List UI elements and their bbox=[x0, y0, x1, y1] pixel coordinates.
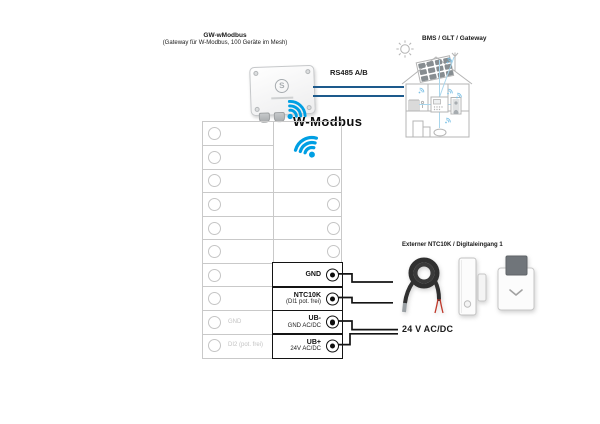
table-grid-line bbox=[203, 216, 273, 217]
w-modbus-label: W-Modbus bbox=[293, 114, 363, 129]
bms-label: BMS / GLT / Gateway bbox=[422, 35, 487, 42]
terminal-label: UB+ bbox=[306, 338, 321, 346]
terminal-cell-text bbox=[288, 311, 321, 335]
terminal-circle bbox=[208, 245, 221, 258]
rs485-line-a bbox=[313, 86, 404, 88]
terminal-circle bbox=[208, 269, 221, 282]
door-contact-icon bbox=[452, 257, 488, 319]
power-supply-label: 24 V AC/DC bbox=[402, 324, 454, 334]
screw-icon bbox=[255, 107, 260, 112]
terminal-left-label: DI2 (pot. frei) bbox=[228, 342, 264, 349]
terminal-circle bbox=[208, 316, 221, 329]
terminal-cell-text bbox=[290, 334, 321, 358]
terminal-sublabel: (DI1 pot. frei) bbox=[285, 299, 321, 305]
terminal-cell-ub bbox=[273, 311, 342, 335]
terminal-socket-dot bbox=[330, 272, 336, 278]
external-sensors-label: Externer NTC10K / Digitaleingang 1 bbox=[402, 242, 503, 248]
terminal-circle bbox=[208, 292, 221, 305]
terminal-cell-ub bbox=[273, 334, 342, 358]
device-subtitle: (Gateway für W-Modbus, 100 Geräte im Mesh) bbox=[162, 40, 288, 46]
table-grid-line bbox=[273, 239, 341, 240]
terminal-circle bbox=[327, 174, 340, 187]
table-grid-line bbox=[203, 169, 273, 170]
table-grid-line bbox=[273, 192, 341, 193]
terminal-circle bbox=[208, 222, 221, 235]
connection-wires bbox=[336, 260, 402, 352]
table-grid-line bbox=[203, 239, 273, 240]
terminal-circle bbox=[327, 222, 340, 235]
terminal-socket-dot bbox=[330, 296, 336, 302]
screw-icon bbox=[305, 69, 310, 74]
terminal-io-block bbox=[272, 262, 343, 358]
table-grid-line bbox=[273, 216, 341, 217]
terminal-label: UB- bbox=[308, 315, 321, 323]
key-card-switch-icon bbox=[495, 255, 538, 314]
module-wifi-cell bbox=[273, 122, 341, 169]
screw-icon bbox=[253, 71, 258, 76]
terminal-socket-dot bbox=[330, 320, 336, 326]
device-title: GW-wModbus bbox=[203, 32, 247, 39]
header bbox=[140, 32, 310, 46]
rs485-line-b bbox=[313, 95, 404, 97]
terminal-socket-dot bbox=[330, 343, 336, 349]
terminal-sublabel: 24V AC/DC bbox=[290, 346, 321, 353]
terminal-circle bbox=[327, 198, 340, 211]
ntc10k-probe-icon bbox=[400, 253, 448, 317]
terminal-label: NTC10K bbox=[293, 291, 321, 299]
terminal-circle bbox=[208, 174, 221, 187]
s-plus-s-logo: S bbox=[275, 79, 289, 93]
table-grid-line bbox=[203, 145, 273, 146]
terminal-cell-text bbox=[286, 287, 321, 311]
terminal-circle bbox=[208, 151, 221, 164]
terminal-cell-ntc10k bbox=[273, 287, 342, 311]
terminal-circle bbox=[208, 127, 221, 140]
terminal-sublabel: GND AC/DC bbox=[287, 322, 321, 329]
terminal-table bbox=[202, 121, 342, 359]
table-grid-line bbox=[203, 192, 273, 193]
wifi-icon bbox=[284, 122, 330, 168]
building-illustration bbox=[393, 40, 493, 140]
rs485-label: RS485 A/B bbox=[330, 68, 368, 77]
table-grid-line bbox=[203, 286, 273, 287]
terminal-cell-gnd bbox=[273, 263, 342, 287]
terminal-circle bbox=[208, 198, 221, 211]
terminal-cell-text bbox=[305, 263, 321, 287]
table-grid-line bbox=[203, 263, 273, 264]
terminal-label: GND bbox=[305, 271, 321, 279]
terminal-circle bbox=[208, 339, 221, 352]
terminal-circle bbox=[327, 245, 340, 258]
terminal-left-label: GND bbox=[228, 318, 242, 325]
